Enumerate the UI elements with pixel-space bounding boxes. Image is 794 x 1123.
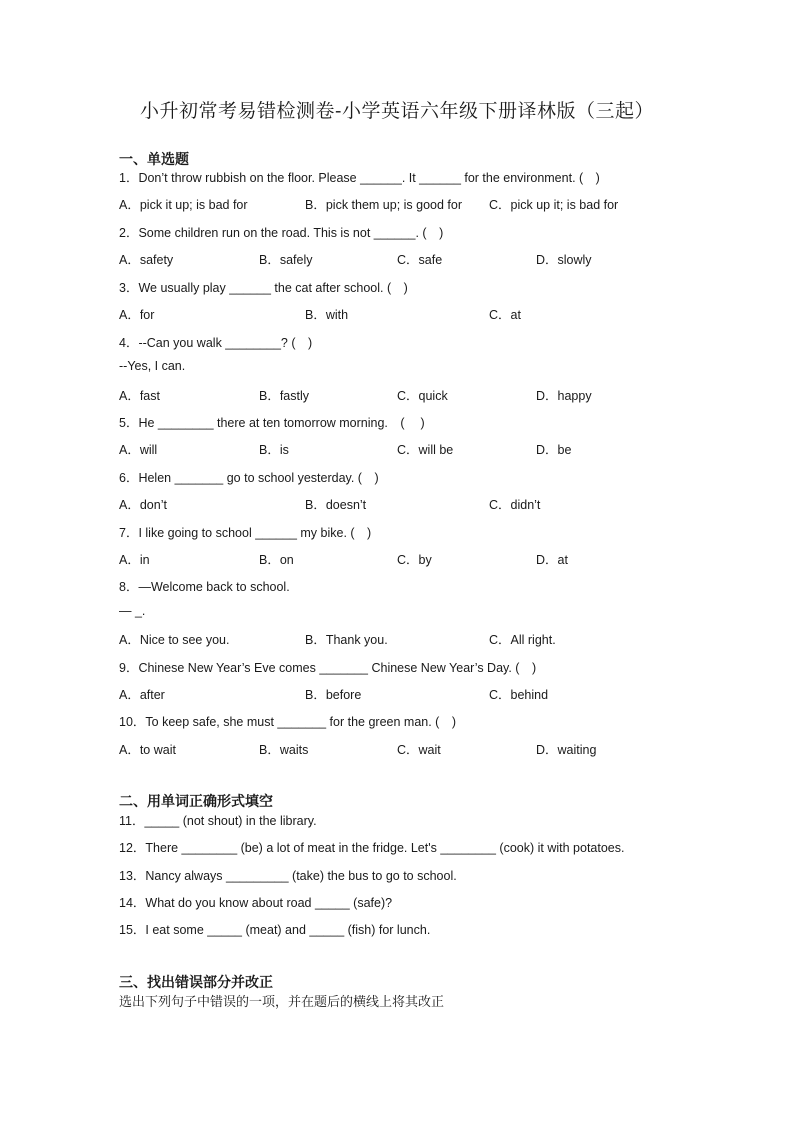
q3-option-a: A．for xyxy=(119,308,155,322)
section-3-heading: 三、找出错误部分并改正 xyxy=(119,974,273,990)
question-5: 5．He ________ there at ten tomorrow morning. ( ) xyxy=(119,416,425,430)
q6-option-c: C．didn’t xyxy=(489,498,541,512)
q5-option-c: C．will be xyxy=(397,443,454,457)
q10-option-c: C．wait xyxy=(397,743,441,757)
q1-option-a: A．pick it up; is bad for xyxy=(119,198,248,212)
q2-option-a: A．safety xyxy=(119,253,174,267)
q7-option-a: A．in xyxy=(119,553,150,567)
q9-option-c: C．behind xyxy=(489,688,549,702)
q8-option-a: A．Nice to see you. xyxy=(119,633,230,647)
q8-option-b: B．Thank you. xyxy=(305,633,388,647)
q3-option-b: B．with xyxy=(305,308,349,322)
question-9: 9．Chinese New Year’s Eve comes _______ Chinese New Year’s Day. ( ) xyxy=(119,661,537,675)
q4-option-a: A．fast xyxy=(119,389,160,403)
q5-option-d: D．be xyxy=(536,443,572,457)
question-15: 15．I eat some _____ (meat) and _____ (fish) for lunch. xyxy=(119,923,431,937)
q1-option-b: B．pick them up; is good for xyxy=(305,198,463,212)
q10-option-d: D．waiting xyxy=(536,743,597,757)
q10-option-a: A．to wait xyxy=(119,743,176,757)
question-4: 4．--Can you walk ________? ( ) xyxy=(119,336,313,350)
page-title: 小升初常考易错检测卷-小学英语六年级下册译林版（三起） xyxy=(140,100,654,122)
question-7: 7．I like going to school ______ my bike. ( ) xyxy=(119,526,372,540)
q4-option-b: B．fastly xyxy=(259,389,310,403)
q2-option-b: B．safely xyxy=(259,253,313,267)
q2-option-c: C．safe xyxy=(397,253,443,267)
q7-option-d: D．at xyxy=(536,553,568,567)
section-2-heading: 二、用单词正确形式填空 xyxy=(119,793,273,809)
q10-option-b: B．waits xyxy=(259,743,309,757)
section-3-description: 选出下列句子中错误的一项，并在题后的横线上将其改正 xyxy=(119,994,445,1009)
question-11: 11．_____ (not shout) in the library. xyxy=(119,814,317,828)
question-8-reply: — _. xyxy=(119,604,146,618)
question-13: 13．Nancy always _________ (take) the bus to go to school. xyxy=(119,869,457,883)
question-3: 3．We usually play ______ the cat after school. ( ) xyxy=(119,281,408,295)
q1-option-c: C．pick up it; is bad for xyxy=(489,198,619,212)
q7-option-b: B．on xyxy=(259,553,294,567)
q4-option-d: D．happy xyxy=(536,389,592,403)
q6-option-a: A．don’t xyxy=(119,498,167,512)
question-12: 12．There ________ (be) a lot of meat in the fridge. Let's ________ (cook) it with potatoes. xyxy=(119,841,625,855)
q5-option-a: A．will xyxy=(119,443,158,457)
q6-option-b: B．doesn’t xyxy=(305,498,367,512)
q5-option-b: B．is xyxy=(259,443,289,457)
q4-option-c: C．quick xyxy=(397,389,448,403)
question-6: 6．Helen _______ go to school yesterday. ( ) xyxy=(119,471,379,485)
question-14: 14．What do you know about road _____ (safe)? xyxy=(119,896,393,910)
question-4-reply: --Yes, I can. xyxy=(119,359,186,373)
question-2: 2．Some children run on the road. This is not ______. ( ) xyxy=(119,226,444,240)
q9-option-a: A．after xyxy=(119,688,165,702)
q9-option-b: B．before xyxy=(305,688,362,702)
section-1-heading: 一、单选题 xyxy=(119,151,189,167)
question-8: 8．—Welcome back to school. xyxy=(119,580,290,594)
question-1: 1．Don’t throw rubbish on the floor. Please ______. It ______ for the environment. ( ) xyxy=(119,171,600,185)
q7-option-c: C．by xyxy=(397,553,432,567)
q3-option-c: C．at xyxy=(489,308,521,322)
q8-option-c: C．All right. xyxy=(489,633,556,647)
question-10: 10．To keep safe, she must _______ for the green man. ( ) xyxy=(119,715,456,729)
q2-option-d: D．slowly xyxy=(536,253,592,267)
